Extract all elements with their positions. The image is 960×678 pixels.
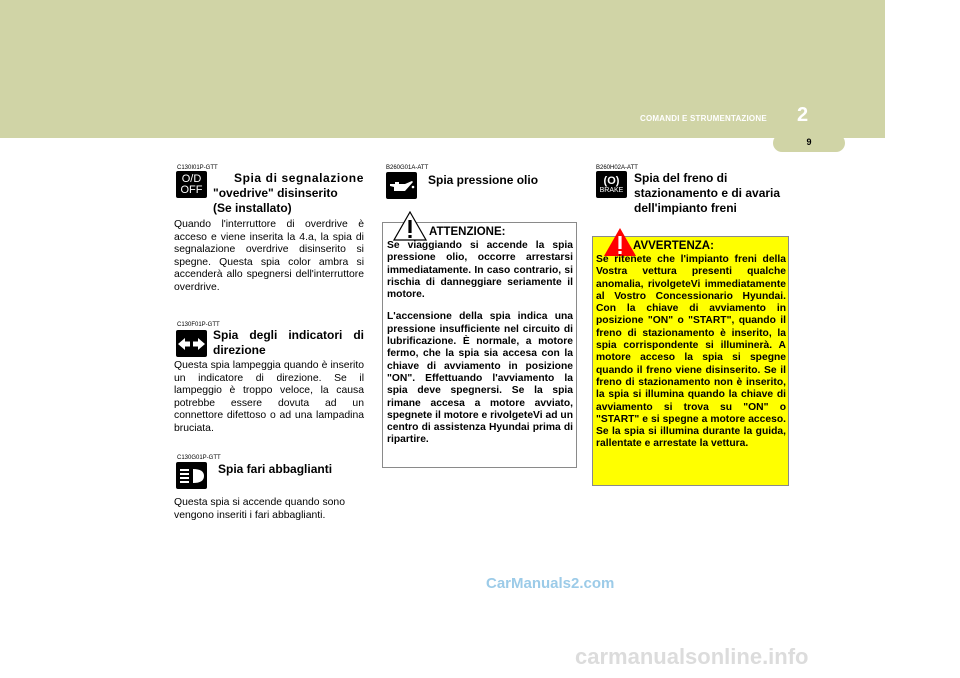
- attention-box: [382, 222, 577, 468]
- section-heading: [213, 171, 364, 216]
- warning-box: [592, 236, 789, 486]
- warning-triangle-icon: [603, 227, 637, 257]
- watermark-bottom: carmanualsonline.info: [575, 644, 809, 669]
- section-heading: Spia fari abbaglianti: [218, 462, 333, 476]
- paragraph: Se viaggiando si accende la spia pressione olio, occorre arrestarsi immediatamente. In caso contrario, si rischia di danneggiare seriamente il motore.: [387, 240, 573, 301]
- heading-line: Spia degli indicatori di: [213, 328, 364, 342]
- section-code: C130F01P-GTT: [177, 322, 220, 328]
- warning-text: Se ritenete che l'impianto freni della Vostra vettura presenti qualche anomalia, rivolgeteVi immediatamente al Vostro Concessionario Hyundai. Con la chiave di avviamento in posizione "ON" o "START", quando il freno di stazionamento è inserito, la spia corrispondente si illuminerà. A motore acceso la spia si spegne quando il freno viene disinserito. Se il freno di stazionamento non è inserito, la spia si illumina quando la chiave di avviamento si trova su "ON" o "START" e si spegne a motore acceso. Se la spia si illumina durante la guida, rallentate e arrestate la vettura.: [596, 254, 786, 450]
- warning-title: AVVERTENZA:: [633, 240, 714, 252]
- overdrive-off-icon: [176, 171, 207, 198]
- page-number: 9: [806, 137, 812, 147]
- icon-line: OFF: [180, 183, 203, 196]
- section-code: B260G01A-ATT: [386, 165, 429, 171]
- heading-line: Spia del freno di: [634, 171, 728, 185]
- paragraph: Questa spia si accende quando sono vengono inseriti i fari abbaglianti.: [174, 497, 345, 521]
- heading-line: "ovedrive" disinserito: [213, 186, 338, 200]
- section-title: COMANDI E STRUMENTAZIONE: [640, 114, 767, 123]
- heading-line: stazionamento e di avaria: [634, 186, 781, 200]
- section-code: C130I01P-GTT: [177, 165, 218, 171]
- turn-signal-arrows-icon: [176, 330, 207, 357]
- section-code: B260H02A-ATT: [596, 165, 638, 171]
- page-tab: [773, 134, 845, 152]
- oil-can-icon: [386, 172, 417, 199]
- watermark-top: CarManuals2.com: [486, 575, 615, 592]
- paragraph: Questa spia lampeggia quando è inserito un indicatore di direzione. Se il lampeggio è troppo veloce, la causa potrebbe essere dovuta ad un connettore difettoso o ad una lampadina bruciata.: [174, 360, 364, 434]
- icon-line: O/D: [181, 172, 202, 185]
- heading-line: dell'impianto freni: [634, 201, 737, 215]
- warning-triangle-icon: [393, 211, 427, 241]
- section-code: C130G01P-GTT: [177, 455, 221, 461]
- high-beam-icon: [176, 462, 207, 489]
- section-heading: Spia pressione olio: [428, 173, 539, 187]
- icon-line: BRAKE: [599, 186, 624, 194]
- heading-line: Spia di segnalazione: [233, 171, 364, 185]
- paragraph: L'accensione della spia indica una pressione insufficiente nel circuito di lubrificazione. È normale, a motore fermo, che la spia sia accesa con la chiave di avviamento in posizione "ON". Effettuando l'avviamento la spia deve spegnersi. Se la spia rimane accesa a motore avviato, spegnete il motore e rivolgeteVi ad un centro di assistenza Hyundai prima di ripartire.: [387, 311, 573, 446]
- oil-can-icon: [388, 179, 415, 193]
- high-beam-icon: [180, 468, 204, 484]
- heading-line: (Se installato): [213, 201, 292, 215]
- turn-signal-arrows-icon: [178, 338, 205, 350]
- attention-title: ATTENZIONE:: [429, 226, 506, 238]
- paragraph: Quando l'interruttore di overdrive è acceso e viene inserita la 4.a, la spia di segnalazione overdrive disinserito si spegne. Questa spia color ambra si accenderà allo spegnersi dell'interruttore overdrive.: [174, 219, 364, 293]
- brake-warning-icon: [596, 171, 627, 198]
- icon-line: (O): [603, 174, 620, 187]
- attention-text: [387, 240, 573, 447]
- section-heading: [634, 171, 790, 216]
- heading-line: direzione: [213, 343, 266, 357]
- section-heading: [213, 328, 364, 358]
- chapter-number: 2: [797, 104, 809, 126]
